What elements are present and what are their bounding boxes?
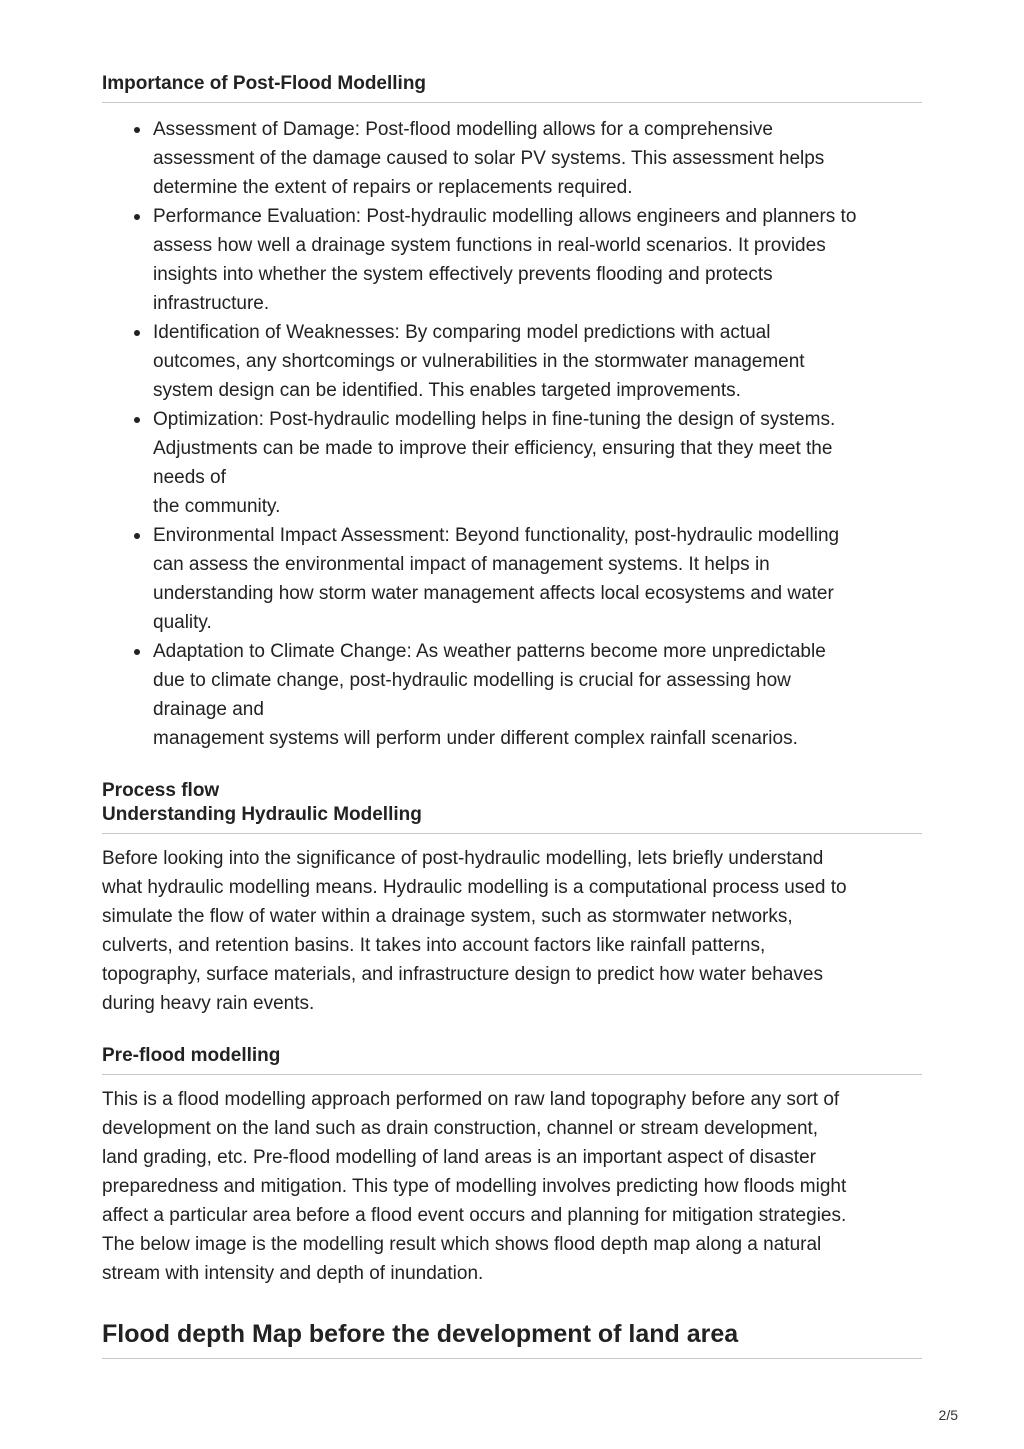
process-flow-section	[102, 779, 922, 1018]
list-item-line: determine the extent of repairs or replacements required.	[153, 177, 633, 198]
pre-flood-divider	[102, 1074, 922, 1075]
list-item-line: drainage and	[153, 699, 264, 720]
list-item-performance-evaluation	[153, 202, 922, 318]
list-item-line: assessment of the damage caused to solar PV systems. This assessment helps	[153, 148, 825, 169]
list-item-line: outcomes, any shortcomings or vulnerabilities in the stormwater management	[153, 351, 805, 372]
flood-depth-map-section	[102, 1318, 922, 1359]
pre-flood-heading: Pre-flood modelling	[102, 1045, 281, 1066]
importance-divider	[102, 102, 922, 103]
importance-heading: Importance of Post-Flood Modelling	[102, 73, 427, 94]
list-item-line: can assess the environmental impact of management systems. It helps in	[153, 554, 770, 575]
list-item-line: Environmental Impact Assessment: Beyond functionality, post-hydraulic modelling	[153, 525, 840, 546]
process-flow-heading: Process flow	[102, 780, 220, 801]
flood-depth-map-heading: Flood depth Map before the development of land area	[102, 1320, 739, 1348]
list-item-line: system design can be identified. This enables targeted improvements.	[153, 380, 741, 401]
paragraph-line: during heavy rain events.	[102, 993, 315, 1014]
list-item-line: infrastructure.	[153, 293, 270, 314]
paragraph-line: The below image is the modelling result which shows flood depth map along a natural	[102, 1234, 822, 1255]
list-item-line: Optimization: Post-hydraulic modelling helps in fine-tuning the design of systems.	[153, 409, 836, 430]
list-item-identification-of-weaknesses	[153, 318, 922, 405]
paragraph-line: This is a flood modelling approach performed on raw land topography before any sort of	[102, 1089, 840, 1110]
paragraph-line: topography, surface materials, and infrastructure design to predict how water behaves	[102, 964, 823, 985]
list-item-adaptation-to-climate-change	[153, 637, 922, 753]
list-item-optimization	[153, 405, 922, 521]
list-item-line: insights into whether the system effectively prevents flooding and protects	[153, 264, 773, 285]
list-item-line: Identification of Weaknesses: By comparing model predictions with actual	[153, 322, 771, 343]
paragraph-line: Before looking into the significance of post-hydraulic modelling, lets briefly understand	[102, 848, 824, 869]
flood-depth-map-divider	[102, 1358, 922, 1359]
process-flow-divider	[102, 833, 922, 834]
list-item-line: understanding how storm water management affects local ecosystems and water	[153, 583, 834, 604]
paragraph-line: land grading, etc. Pre-flood modelling of land areas is an important aspect of disaster	[102, 1147, 816, 1168]
paragraph-line: development on the land such as drain construction, channel or stream development,	[102, 1118, 819, 1139]
paragraph-line: simulate the flow of water within a drainage system, such as stormwater networks,	[102, 906, 793, 927]
pre-flood-paragraph	[102, 1085, 922, 1288]
list-item-line: assess how well a drainage system functions in real-world scenarios. It provides	[153, 235, 826, 256]
list-item-environmental-impact-assessment	[153, 521, 922, 637]
list-item-line: Adaptation to Climate Change: As weather patterns become more unpredictable	[153, 641, 826, 662]
list-item-line: Adjustments can be made to improve their efficiency, ensuring that they meet the	[153, 438, 833, 459]
document-page	[102, 72, 922, 1359]
hydraulic-modelling-paragraph	[102, 844, 922, 1018]
list-item-assessment-of-damage	[153, 115, 922, 202]
list-item-line: due to climate change, post-hydraulic modelling is crucial for assessing how	[153, 670, 791, 691]
understanding-hydraulic-modelling-heading: Understanding Hydraulic Modelling	[102, 804, 422, 825]
list-item-line: the community.	[153, 496, 281, 517]
importance-list	[102, 115, 922, 753]
paragraph-line: culverts, and retention basins. It takes into account factors like rainfall patterns,	[102, 935, 766, 956]
paragraph-line: preparedness and mitigation. This type of modelling involves predicting how floods might	[102, 1176, 847, 1197]
pre-flood-section	[102, 1044, 922, 1288]
list-item-line: Assessment of Damage: Post-flood modelling allows for a comprehensive	[153, 119, 773, 140]
list-item-line: Performance Evaluation: Post-hydraulic modelling allows engineers and planners to	[153, 206, 857, 227]
paragraph-line: stream with intensity and depth of inundation.	[102, 1263, 484, 1284]
list-item-line: management systems will perform under different complex rainfall scenarios.	[153, 728, 798, 749]
list-item-line: needs of	[153, 467, 226, 488]
paragraph-line: what hydraulic modelling means. Hydraulic modelling is a computational process used to	[102, 877, 847, 898]
paragraph-line: affect a particular area before a flood event occurs and planning for mitigation strategies.	[102, 1205, 847, 1226]
page-number: 2/5	[938, 1407, 958, 1423]
list-item-line: quality.	[153, 612, 212, 633]
